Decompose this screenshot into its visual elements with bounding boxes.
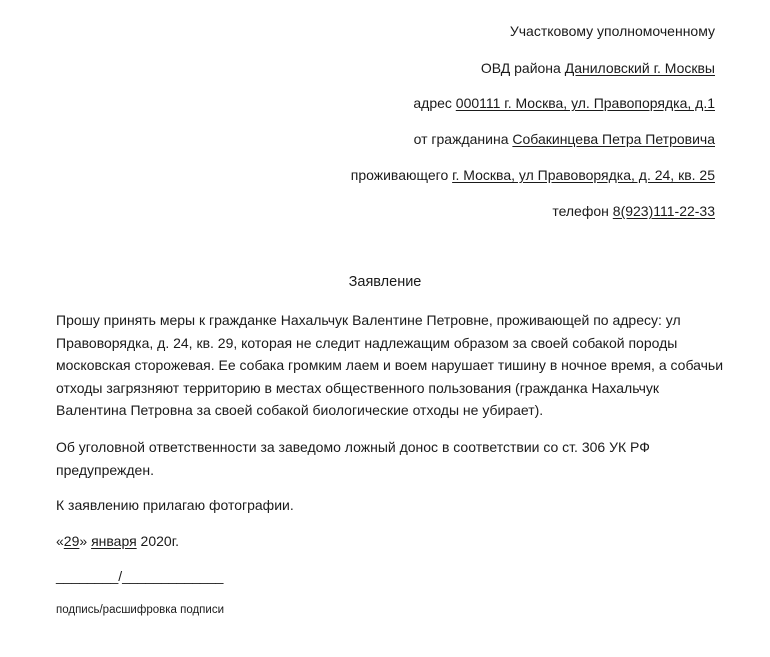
residence-label: проживающего [350,167,453,183]
phone-value: 8(923)111-22-33 [612,203,715,219]
signature-caption: подпись/расшифровка подписи [56,604,225,616]
date-year: 2020г. [136,533,179,549]
department-value: Даниловский г. Москвы [564,60,715,76]
document-title: Заявление [348,274,422,290]
address-value: 000111 г. Москва, ул. Правопорядка, д.1 [455,95,715,111]
date-line [56,530,726,553]
addressee-line [510,22,715,40]
applicant-name: Собакинцева Петра Петровича [512,131,715,147]
date-month: января [91,533,137,549]
liability-paragraph: Об уголовной ответственности за заведомо ложный донос в соответствии со ст. 306 УК РФ предупрежден. [56,439,650,478]
attachment-paragraph: К заявлению прилагаю фотографии. [56,497,294,513]
date-close-quote: » [79,533,92,549]
address-label: адрес [413,95,456,111]
applicant-line [414,130,715,148]
phone-label: телефон [552,203,613,219]
complaint-paragraph: Прошу принять меры к гражданке Нахальчук Валентине Петровне, проживающей по адресу: ул Правоворядка, д. 24, кв. 29, которая не следит надлежащим образом за своей собакой породы московская сторожевая. Ее собака громким лаем и воем нарушает тишину в ночное время, а собачьи отходы загрязняют территорию в местах общественного пользования (гражданка Нахальчук Валентина Петровна за своей собакой биологические отходы не убирает). [56,312,724,419]
department-label: ОВД района [480,60,565,76]
addressee-text: Участковому уполномоченному [509,23,715,39]
signature-line: ________/_____________ [56,568,224,584]
date-open-quote: « [56,533,64,549]
department-line [481,59,715,77]
phone-line [552,202,715,220]
residence-value: г. Москва, ул Правоворядка, д. 24, кв. 25 [452,167,715,183]
date-day: 29 [63,533,80,549]
department-address-line [413,94,715,112]
applicant-label: от гражданина [413,131,513,147]
residence-line [351,166,715,184]
